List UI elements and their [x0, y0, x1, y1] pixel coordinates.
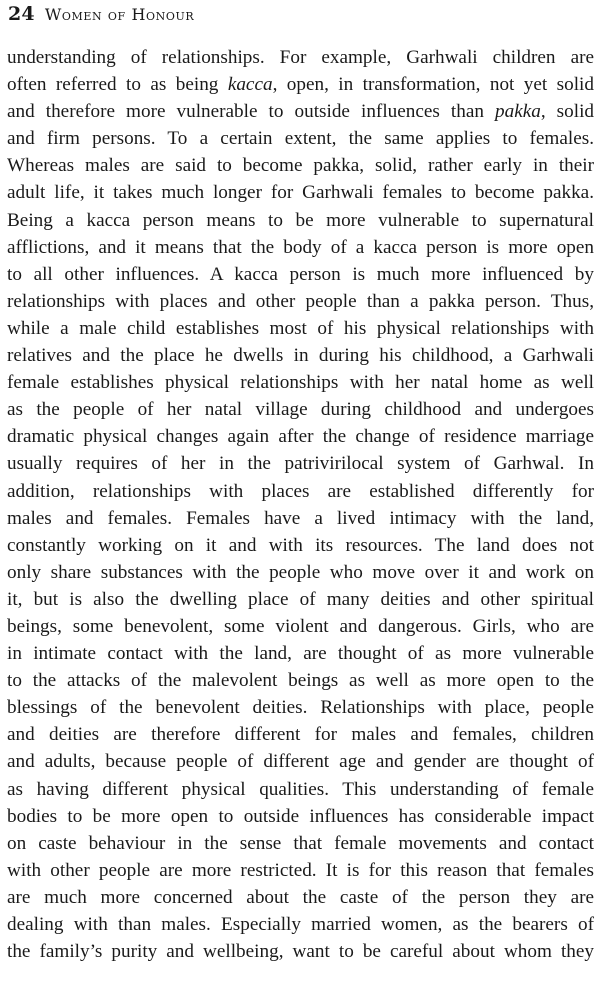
text-line: female establishes physical relationships with her natal home as well	[7, 372, 594, 394]
body-paragraph	[7, 44, 594, 965]
text-line: with other people are more restricted. It is for this reason that females	[7, 859, 594, 881]
text-line: beings, some benevolent, some violent and dangerous. Girls, who are	[7, 615, 594, 637]
text-line: as having different physical qualities. This understanding of female	[7, 778, 594, 800]
text-line: relationships with places and other people than a pakka person. Thus,	[7, 290, 594, 312]
text-line: Whereas males are said to become pakka, solid, rather early in their	[7, 155, 594, 177]
text-line: to the attacks of the malevolent beings as well as more open to the	[7, 670, 594, 692]
text-line: and therefore more vulnerable to outside influences than pakka, solid	[7, 101, 594, 123]
text-line: it, but is also the dwelling place of many deities and other spiritual	[7, 588, 594, 610]
text-line: understanding of relationships. For example, Garhwali children are	[7, 47, 594, 68]
text-line: often referred to as being kacca, open, in transformation, not yet solid	[7, 74, 594, 96]
text-line: usually requires of her in the patrivirilocal system of Garhwal. In	[7, 453, 594, 475]
italic-term-pakka: pakka	[495, 101, 541, 123]
text-line: dramatic physical changes again after the change of residence marriage	[7, 426, 594, 448]
text-line: only share substances with the people who move over it and work on	[7, 561, 594, 583]
text-line: are much more concerned about the caste of the person they are	[7, 886, 594, 908]
text-line: dealing with than males. Especially married women, as the bearers of	[7, 914, 594, 935]
text-line: Being a kacca person means to be more vulnerable to supernatural	[7, 209, 594, 231]
running-head	[8, 3, 194, 29]
text-line: while a male child establishes most of his physical relationships with	[7, 317, 594, 339]
text-line: afflictions, and it means that the body of a kacca person is more open	[7, 236, 594, 258]
text-line: addition, relationships with places are established differently for	[7, 480, 594, 502]
text-line: and deities are therefore different for males and females, children	[7, 724, 594, 746]
page-number: 24	[8, 3, 35, 25]
text-line: to all other influences. A kacca person is much more influenced by	[7, 263, 594, 285]
text-line: males and females. Females have a lived intimacy with the land,	[7, 507, 594, 529]
text-line: on caste behaviour in the sense that female movements and contact	[7, 832, 594, 854]
book-title: Women of Honour	[44, 5, 195, 24]
text-line: bodies to be more open to outside influences has considerable impact	[7, 805, 594, 827]
text-line: the family’s purity and wellbeing, want to be careful about whom they	[7, 941, 594, 963]
text-line: adult life, it takes much longer for Garhwali females to become pakka.	[7, 182, 594, 204]
text-line: and adults, because people of different age and gender are thought of	[7, 751, 594, 773]
text-line: constantly working on it and with its resources. The land does not	[7, 534, 594, 556]
text-line: and firm persons. To a certain extent, the same applies to females.	[7, 128, 594, 150]
italic-term-kacca: kacca	[227, 74, 273, 96]
text-line: as the people of her natal village during childhood and undergoes	[7, 399, 594, 421]
text-line: in intimate contact with the land, are thought of as more vulnerable	[7, 643, 594, 665]
text-line: blessings of the benevolent deities. Relationships with place, people	[7, 697, 594, 719]
text-line: relatives and the place he dwells in during his childhood, a Garhwali	[7, 345, 594, 367]
